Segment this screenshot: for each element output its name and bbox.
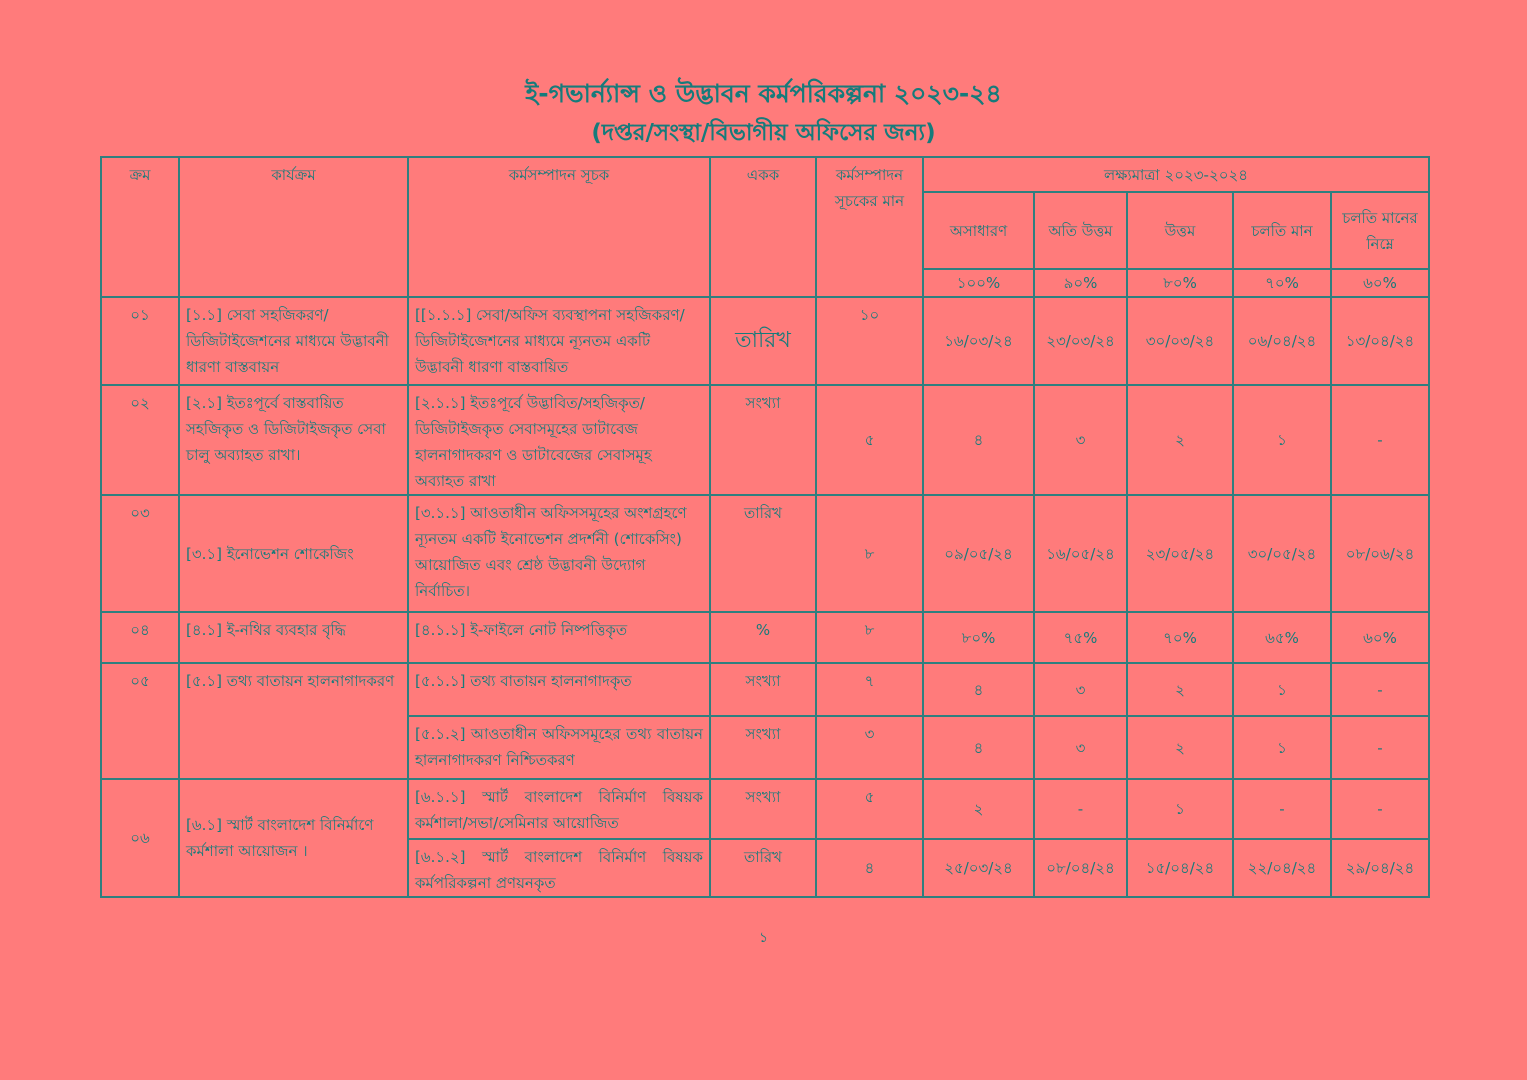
table-row [101,297,1429,385]
header-level: উত্তম [1127,192,1233,269]
row-value: ৫ [816,779,923,839]
row-target: - [1331,385,1429,495]
row-target: ০৮/০৪/২৪ [1034,839,1127,897]
row-target: ৩ [1034,385,1127,495]
row-activity: [৬.১] স্মার্ট বাংলাদেশ বিনির্মাণে কর্মশালা আয়োজন । [179,779,408,897]
row-value: ১০ [816,297,923,385]
row-target: ২ [1127,385,1233,495]
row-indicator: [৩.১.১] আওতাধীন অফিসসমূহের অংশগ্রহণে ন্যূনতম একটি ইনোভেশন প্রদর্শনী (শোকেসিং) আয়োজিত এবং শ্রেষ্ঠ উদ্ভাবনী উদ্যোগ নির্বাচিত। [408,495,710,612]
header-row [101,157,1429,192]
header-indicator: কর্মসম্পাদন সূচক [408,157,710,297]
row-target: ৮০% [923,612,1034,663]
row-indicator: [৬.১.২] স্মার্ট বাংলাদেশ বিনির্মাণ বিষয়ক কর্মপরিকল্পনা প্রণয়নকৃত [408,839,710,897]
row-activity: [২.১] ইতঃপূর্বে বাস্তবায়িত সহজিকৃত ও ডিজিটাইজকৃত সেবা চালু অব্যাহত রাখা। [179,385,408,495]
row-target: ১৫/০৪/২৪ [1127,839,1233,897]
row-serial: ০৬ [101,779,179,897]
header-activity: কার্যক্রম [179,157,408,297]
header-level: অতি উত্তম [1034,192,1127,269]
page-title: ই-গভার্ন্যান্স ও উদ্ভাবন কর্মপরিকল্পনা ২০২৩-২৪ [525,79,1002,108]
row-indicator: [৪.১.১] ই-ফাইলে নোট নিষ্পত্তিকৃত [408,612,710,663]
header-percent: ৯০% [1034,269,1127,297]
row-target: ১ [1127,779,1233,839]
row-unit: সংখ্যা [710,716,816,779]
row-target: ৬০% [1331,612,1429,663]
table-row [101,495,1429,612]
row-target: - [1034,779,1127,839]
header-percent: ১০০% [923,269,1034,297]
row-serial: ০১ [101,297,179,385]
header-percent: ৭০% [1233,269,1331,297]
row-target: ১ [1233,716,1331,779]
row-target: ২৩/০৩/২৪ [1034,297,1127,385]
row-target: - [1331,716,1429,779]
row-unit: সংখ্যা [710,779,816,839]
row-target: ৬৫% [1233,612,1331,663]
row-target: ১৬/০৩/২৪ [923,297,1034,385]
row-target: ২৩/০৫/২৪ [1127,495,1233,612]
row-target: ৭০% [1127,612,1233,663]
row-target: ২২/০৪/২৪ [1233,839,1331,897]
row-target: ২ [923,779,1034,839]
row-indicator: [৬.১.১] স্মার্ট বাংলাদেশ বিনির্মাণ বিষয়ক কর্মশালা/সভা/সেমিনার আয়োজিত [408,779,710,839]
row-target: - [1233,779,1331,839]
row-value: ৭ [816,663,923,716]
table-row [101,385,1429,495]
row-target: ২ [1127,716,1233,779]
row-serial: ০৪ [101,612,179,663]
row-target: ০৮/০৬/২৪ [1331,495,1429,612]
table-row [101,779,1429,839]
row-serial: ০৫ [101,663,179,779]
header-percent: ৮০% [1127,269,1233,297]
row-value: ৩ [816,716,923,779]
row-unit: তারিখ [710,297,816,385]
row-target: ৩ [1034,663,1127,716]
row-target: ১ [1233,663,1331,716]
row-target: ৩০/০৩/২৪ [1127,297,1233,385]
row-unit: তারিখ [710,839,816,897]
row-activity: [৪.১] ই-নথির ব্যবহার বৃদ্ধি [179,612,408,663]
page-subtitle: (দপ্তর/সংস্থা/বিভাগীয় অফিসের জন্য) [591,120,936,146]
row-indicator: [[১.১.১] সেবা/অফিস ব্যবস্থাপনা সহজিকরণ/ডিজিটাইজেশনের মাধ্যমে ন্যূনতম একটি উদ্ভাবনী ধারণা বাস্তবায়িত [408,297,710,385]
row-target: - [1331,663,1429,716]
header-serial: ক্রম [101,157,179,297]
row-indicator: [৫.১.২] আওতাধীন অফিসসমূহের তথ্য বাতায়ন হালনাগাদকরণ নিশ্চিতকরণ [408,716,710,779]
row-target: ৭৫% [1034,612,1127,663]
action-plan-table [100,156,1430,898]
header-percent: ৬০% [1331,269,1429,297]
row-target: ৩০/০৫/২৪ [1233,495,1331,612]
row-activity: [৩.১] ইনোভেশন শোকেজিং [179,495,408,612]
header-level: অসাধারণ [923,192,1034,269]
row-value: ৪ [816,839,923,897]
row-activity: [১.১] সেবা সহজিকরণ/ ডিজিটাইজেশনের মাধ্যমে উদ্ভাবনী ধারণা বাস্তবায়ন [179,297,408,385]
row-target: - [1331,779,1429,839]
row-indicator: [২.১.১] ইতঃপূর্বে উদ্ভাবিত/সহজিকৃত/ ডিজিটাইজকৃত সেবাসমূহের ডাটাবেজ হালনাগাদকরণ ও ডাটাবেজের সেবাসমূহ অব্যাহত রাখা [408,385,710,495]
row-target: ১৬/০৫/২৪ [1034,495,1127,612]
header-indicator-value: কর্মসম্পাদন সূচকের মান [816,157,923,297]
row-target: ৪ [923,385,1034,495]
row-target: ০৬/০৪/২৪ [1233,297,1331,385]
row-target: ২৫/০৩/২৪ [923,839,1034,897]
header-level: চলতি মানের নিম্নে [1331,192,1429,269]
row-activity: [৫.১] তথ্য বাতায়ন হালনাগাদকরণ [179,663,408,779]
row-value: ৫ [816,385,923,495]
row-unit: সংখ্যা [710,663,816,716]
row-indicator: [৫.১.১] তথ্য বাতায়ন হালনাগাদকৃত [408,663,710,716]
row-unit: % [710,612,816,663]
row-serial: ০২ [101,385,179,495]
row-unit: সংখ্যা [710,385,816,495]
header-unit: একক [710,157,816,297]
row-target: ৪ [923,663,1034,716]
row-target: ০৯/০৫/২৪ [923,495,1034,612]
table-row [101,663,1429,716]
row-target: ১৩/০৪/২৪ [1331,297,1429,385]
row-target: ৩ [1034,716,1127,779]
table-row [101,612,1429,663]
row-target: ৪ [923,716,1034,779]
row-value: ৮ [816,612,923,663]
page-number: ১ [758,930,769,946]
header-target: লক্ষ্যমাত্রা ২০২৩-২০২৪ [923,157,1429,192]
row-target: ২ [1127,663,1233,716]
row-unit: তারিখ [710,495,816,612]
header-level: চলতি মান [1233,192,1331,269]
row-value: ৮ [816,495,923,612]
row-target: ১ [1233,385,1331,495]
row-target: ২৯/০৪/২৪ [1331,839,1429,897]
row-serial: ০৩ [101,495,179,612]
